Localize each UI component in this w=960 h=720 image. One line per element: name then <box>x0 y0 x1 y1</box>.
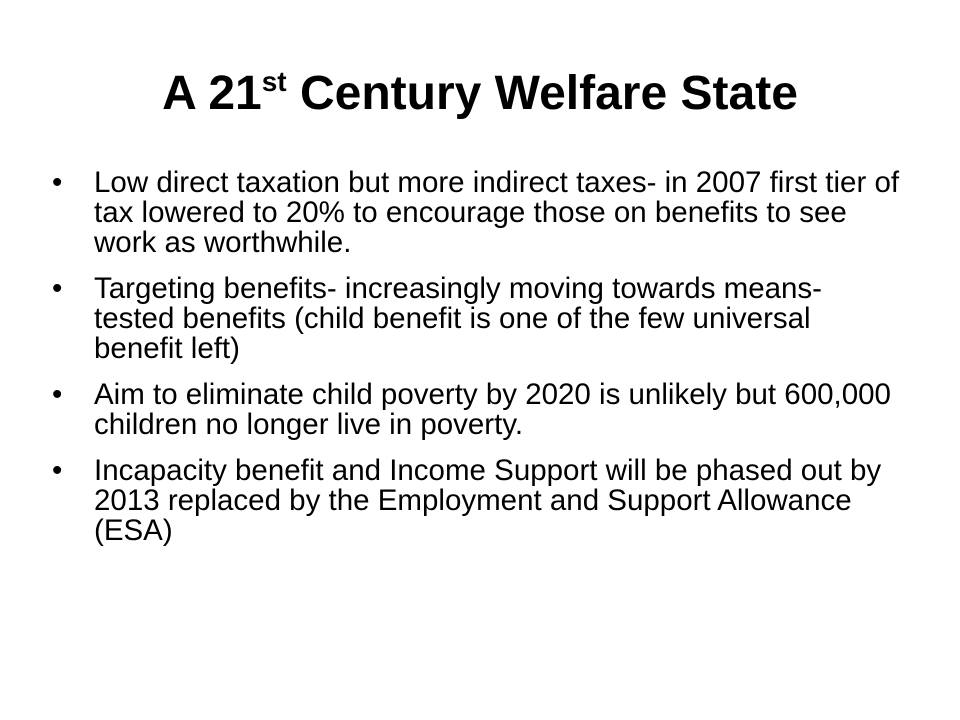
bullet-text: Aim to eliminate child poverty by 2020 is unlikely but 600,000 children no longer live in poverty. <box>94 378 891 441</box>
bullet-dot-icon: • <box>52 166 63 199</box>
bullet-item <box>52 168 902 258</box>
bullet-item <box>52 380 902 440</box>
slide-title <box>0 58 960 130</box>
bullet-dot-icon: • <box>52 454 63 487</box>
bullet-item <box>52 456 902 546</box>
bullet-text: Low direct taxation but more indirect taxes- in 2007 first tier of tax lowered to 20% to encourage those on benefits to see work as worthwhile. <box>94 166 900 259</box>
bullet-text: Incapacity benefit and Income Support will be phased out by 2013 replaced by the Employment and Support Allowance (ESA) <box>94 454 882 547</box>
bullet-dot-icon: • <box>52 378 63 411</box>
title-superscript: st <box>261 66 287 97</box>
bullet-item <box>52 274 902 364</box>
bullet-dot-icon: • <box>52 272 63 305</box>
title-suffix: Century Welfare State <box>286 67 798 120</box>
bullet-list <box>52 168 902 562</box>
title-prefix: A 21 <box>162 67 262 120</box>
bullet-text: Targeting benefits- increasingly moving towards means-tested benefits (child benefit is one of the few universal benefit left) <box>94 272 823 365</box>
